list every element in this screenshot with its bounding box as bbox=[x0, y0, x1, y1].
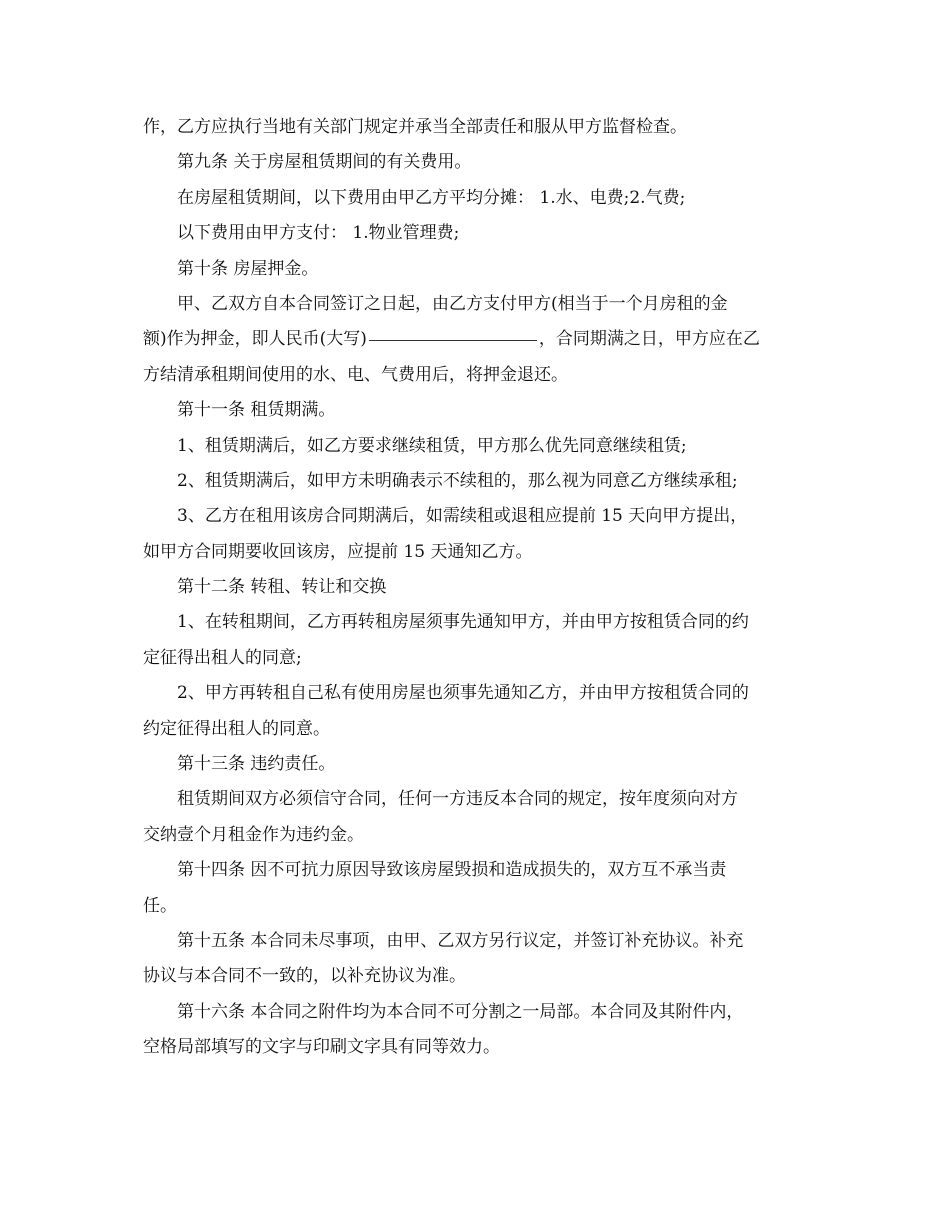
text-line: 3、乙方在租用该房合同期满后，如需续租或退租应提前 15 天向甲方提出， bbox=[177, 506, 748, 527]
document-body bbox=[143, 110, 813, 1066]
text-line: 作，乙方应执行当地有关部门规定并承当全部责任和服从甲方监督检查。 bbox=[143, 117, 687, 137]
text-segment: ，合同期满之日，甲方应在乙 bbox=[538, 329, 760, 350]
text-line: 空格局部填写的文字与印刷文字具有同等效力。 bbox=[143, 1037, 500, 1058]
text-line: 交纳壹个月租金作为违约金。 bbox=[143, 824, 364, 845]
fill-in-blank[interactable] bbox=[369, 339, 537, 341]
article-heading: 第十三条 违约责任。 bbox=[177, 754, 336, 775]
text-line: 方结清承租期间使用的水、电、气费用后，将押金退还。 bbox=[143, 364, 568, 385]
article-heading: 第十条 房屋押金。 bbox=[177, 258, 319, 279]
text-line: 租赁期间双方必须信守合同，任何一方违反本合同的规定，按年度须向对方 bbox=[177, 789, 738, 810]
text-segment: 额)作为押金，即人民币(大写) bbox=[143, 329, 367, 350]
article-heading: 第十四条 因不可抗力原因导致该房屋毁损和造成损失的，双方互不承当责 bbox=[177, 860, 727, 881]
text-line: 协议与本合同不一致的，以补充协议为准。 bbox=[143, 966, 466, 987]
article-heading: 第九条 关于房屋租赁期间的有关费用。 bbox=[177, 152, 472, 173]
text-line: 甲、乙双方自本合同签订之日起，由乙方支付甲方(相当于一个月房租的金 bbox=[177, 293, 728, 314]
text-line-with-blank bbox=[143, 322, 813, 357]
text-line: 2、租赁期满后，如甲方未明确表示不续租的，那么视为同意乙方继续承租; bbox=[177, 470, 738, 491]
text-line: 2、甲方再转租自己私有使用房屋也须事先通知乙方，并由甲方按租赁合同的 bbox=[177, 683, 749, 704]
article-heading: 第十一条 租赁期满。 bbox=[177, 400, 336, 421]
text-line: 1、租赁期满后，如乙方要求继续租赁，甲方那么优先同意继续租赁; bbox=[177, 435, 687, 456]
article-heading: 第十二条 转租、转让和交换 bbox=[177, 577, 387, 598]
article-heading: 第十五条 本合同未尽事项，由甲、乙双方另行议定，并签订补充协议。补充 bbox=[177, 930, 744, 951]
text-line: 约定征得出租人的同意。 bbox=[143, 718, 330, 739]
text-line: 1、在转租期间，乙方再转租房屋须事先通知甲方，并由甲方按租赁合同的约 bbox=[177, 612, 749, 633]
text-line: 在房屋租赁期间，以下费用由甲乙方平均分摊： 1.水、电费;2.气费; bbox=[177, 187, 686, 208]
text-line: 如甲方合同期要收回该房，应提前 15 天通知乙方。 bbox=[143, 541, 533, 562]
text-line: 以下费用由甲方支付： 1.物业管理费; bbox=[177, 223, 460, 244]
text-line: 定征得出租人的同意; bbox=[143, 647, 302, 668]
text-line: 任。 bbox=[143, 895, 177, 916]
article-heading: 第十六条 本合同之附件均为本合同不可分割之一局部。本合同及其附件内， bbox=[177, 1001, 744, 1022]
